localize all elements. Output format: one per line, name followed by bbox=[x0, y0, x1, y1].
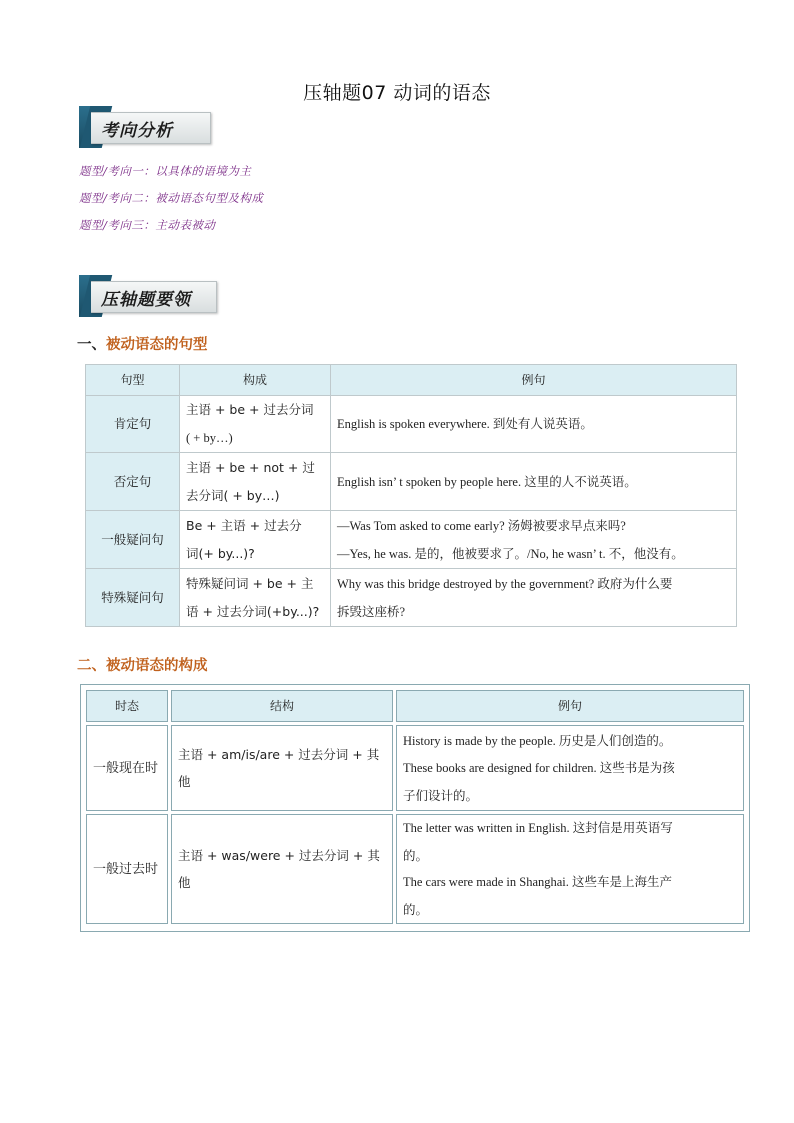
structure-line: 主语 + am/is/are + 过去分词 + 其他 bbox=[178, 747, 380, 789]
sentence-pattern-table bbox=[85, 364, 737, 627]
section-banner-analysis bbox=[79, 106, 211, 148]
page-title: 压轴题07 动词的语态 bbox=[303, 82, 491, 104]
example-line: The letter was written in English. 这封信是用英语写 bbox=[403, 821, 673, 835]
example-line: —Was Tom asked to come early? 汤姆被要求早点来吗? bbox=[337, 518, 626, 533]
table-row bbox=[86, 396, 737, 453]
banner-label: 考向分析 bbox=[101, 121, 173, 141]
banner-label: 压轴题要领 bbox=[101, 290, 191, 310]
section-number: 一、 bbox=[77, 337, 106, 353]
table-row bbox=[86, 814, 744, 924]
header-cell: 时态 bbox=[86, 690, 168, 722]
section-title: 被动语态的构成 bbox=[106, 658, 208, 674]
table-row bbox=[86, 725, 744, 811]
form-line: 去分词( + by…) bbox=[186, 487, 280, 503]
structure-cell bbox=[171, 725, 393, 811]
structure-table bbox=[83, 687, 747, 927]
example-line: These books are designed for children. 这些书是为孩 bbox=[403, 760, 675, 775]
header-cell: 结构 bbox=[171, 690, 393, 722]
form-line: 语 + 过去分词(+by...)? bbox=[186, 603, 320, 619]
form-line: 主语 + be + 过去分词 bbox=[186, 402, 314, 417]
form-line: 词(+ by...)? bbox=[186, 545, 255, 561]
example-line: The cars were made in Shanghai. 这些车是上海生产 bbox=[403, 875, 673, 889]
section-heading-1 bbox=[77, 333, 208, 354]
type-cell: 否定句 bbox=[86, 453, 180, 511]
form-cell bbox=[180, 396, 331, 453]
kaoxiang-item-2: 题型/考向二：被动语态句型及构成 bbox=[79, 191, 264, 205]
form-cell bbox=[180, 453, 331, 511]
section-heading-2 bbox=[77, 654, 208, 675]
table-row bbox=[86, 569, 737, 627]
form-line: Be + 主语 + 过去分 bbox=[186, 517, 302, 533]
form-line: ( + by…) bbox=[186, 431, 233, 445]
table-header-row bbox=[86, 365, 737, 396]
header-cell: 例句 bbox=[331, 365, 737, 396]
table-header-row bbox=[86, 690, 744, 722]
header-cell: 构成 bbox=[180, 365, 331, 396]
structure-table-frame bbox=[80, 684, 750, 932]
type-cell: 一般疑问句 bbox=[86, 511, 180, 569]
kaoxiang-item-1: 题型/考向一：以具体的语境为主 bbox=[79, 164, 252, 178]
example-cell bbox=[331, 453, 737, 511]
type-cell: 肯定句 bbox=[86, 396, 180, 453]
example-line: 的。 bbox=[403, 902, 429, 917]
structure-cell bbox=[171, 814, 393, 924]
table-row bbox=[86, 453, 737, 511]
section-banner-essentials bbox=[79, 275, 217, 317]
example-line: —Yes, he was. 是的，他被要求了。/No, he wasn’ t. 不，他没有。 bbox=[337, 546, 684, 561]
form-cell bbox=[180, 569, 331, 627]
header-cell: 例句 bbox=[396, 690, 744, 722]
section-number: 二、 bbox=[77, 658, 106, 674]
tense-cell: 一般现在时 bbox=[86, 725, 168, 811]
table-row bbox=[86, 511, 737, 569]
example-line: 子们设计的。 bbox=[403, 787, 479, 803]
structure-line: 他 bbox=[178, 875, 191, 890]
example-line: Why was this bridge destroyed by the government? 政府为什么要 bbox=[337, 576, 673, 591]
tense-cell: 一般过去时 bbox=[86, 814, 168, 924]
example-cell bbox=[396, 814, 744, 924]
type-cell: 特殊疑问句 bbox=[86, 569, 180, 627]
section-title: 被动语态的句型 bbox=[106, 337, 208, 353]
example-cell bbox=[331, 511, 737, 569]
example-cell bbox=[331, 396, 737, 453]
example-line: History is made by the people. 历史是人们创造的。 bbox=[403, 733, 672, 748]
example-line: 拆毁这座桥? bbox=[337, 604, 406, 619]
kaoxiang-item-3: 题型/考向三：主动表被动 bbox=[79, 218, 216, 232]
example-line: English is spoken everywhere. 到处有人说英语。 bbox=[337, 417, 593, 431]
example-line: English isn’ t spoken by people here. 这里的人不说英语。 bbox=[337, 474, 637, 489]
header-cell: 句型 bbox=[86, 365, 180, 396]
structure-line: 主语 + was/were + 过去分词 + 其 bbox=[178, 848, 380, 863]
example-line: 的。 bbox=[403, 848, 429, 863]
form-cell bbox=[180, 511, 331, 569]
form-line: 主语 + be + not + 过 bbox=[186, 459, 315, 475]
example-cell bbox=[331, 569, 737, 627]
form-line: 特殊疑问词 + be + 主 bbox=[186, 575, 314, 591]
example-cell bbox=[396, 725, 744, 811]
